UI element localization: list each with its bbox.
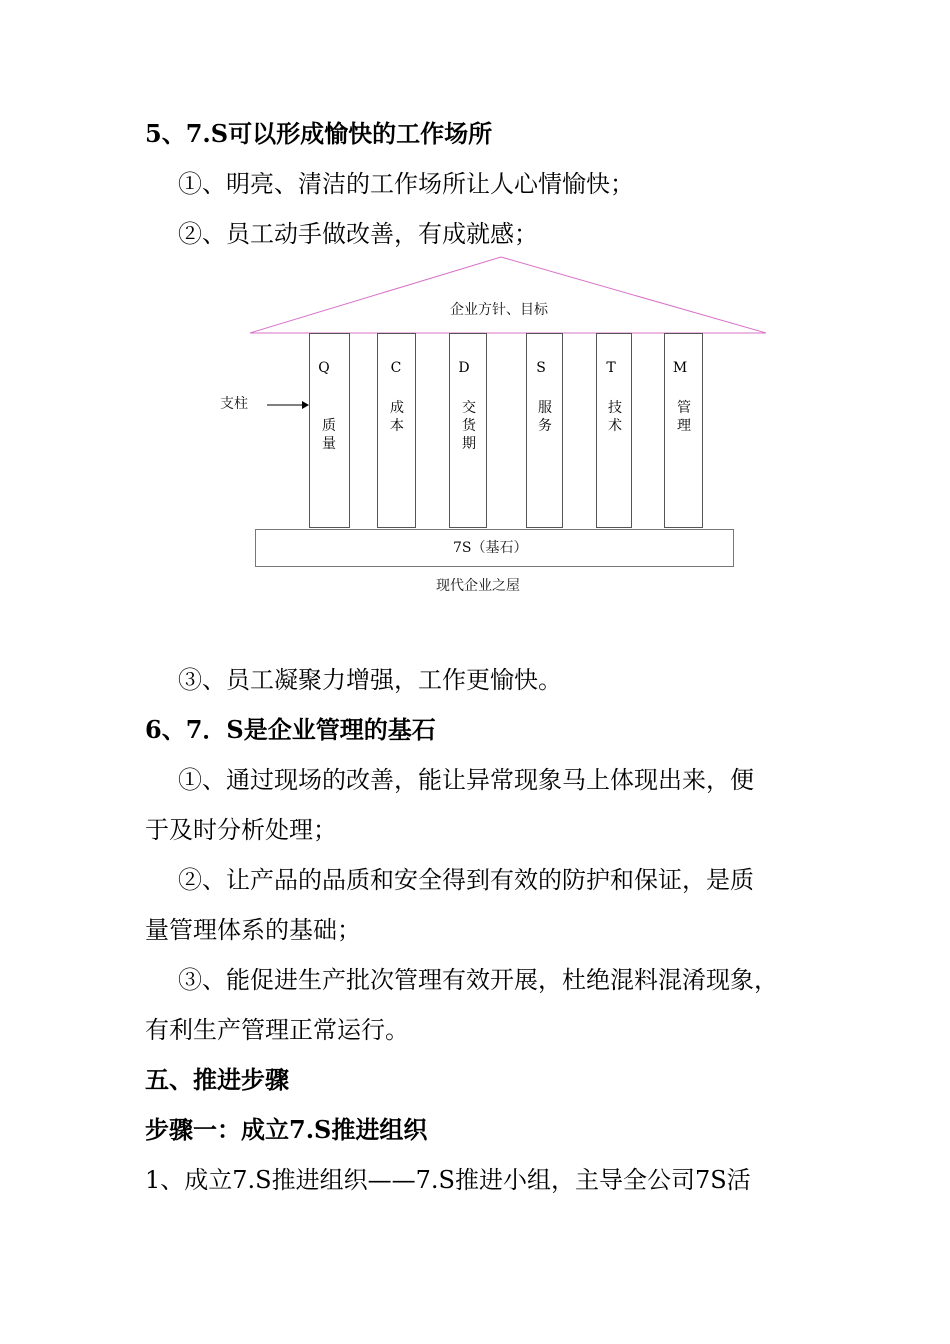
section-5-item-1: ①、明亮、清洁的工作场所让人心情愉快； <box>178 170 634 198</box>
roof-triangle <box>250 257 766 333</box>
section-6-item-1-line-2: 于及时分析处理； <box>145 816 337 844</box>
pillar-name: 技 术 <box>608 400 622 434</box>
modern-enterprise-house-diagram <box>0 0 950 620</box>
roof-label: 企业方针、目标 <box>450 302 548 318</box>
section-5-item-3: ③、员工凝聚力增强，工作更愉快。 <box>178 666 562 694</box>
pillar-letter: M <box>672 360 688 376</box>
section-6-number: 6、 <box>145 715 186 744</box>
pillar-name: 质 量 <box>322 418 336 452</box>
section-5-number: 5、 <box>145 119 186 148</box>
section-6-item-2-line-1: ②、让产品的品质和安全得到有效的防护和保证，是质 <box>178 866 754 894</box>
foundation-base <box>255 529 734 567</box>
pillar-name: 成 本 <box>390 400 404 434</box>
support-arrow-head <box>302 401 309 409</box>
section-5-item-2: ②、员工动手做改善，有成就感； <box>178 220 538 248</box>
pillar-letter: T <box>606 360 616 376</box>
section-6-item-2-line-2: 量管理体系的基础； <box>145 916 361 944</box>
base-label: 7S（基石） <box>453 540 528 556</box>
section-6-item-3-line-1: ③、能促进生产批次管理有效开展，杜绝混料混淆现象， <box>178 966 778 994</box>
support-label: 支柱 <box>220 396 248 412</box>
section-6-heading <box>145 714 436 746</box>
section-6-item-1-line-1: ①、通过现场的改善，能让异常现象马上体现出来，便 <box>178 766 754 794</box>
step-1-item-1: 1、成立7.S推进组织——7.S推进小组，主导全公司7S活 <box>145 1166 751 1194</box>
diagram-caption: 现代企业之屋 <box>436 578 520 594</box>
pillar-name: 交 货 期 <box>462 400 476 452</box>
pillar-letter: S <box>536 360 546 376</box>
pillar-letter: Q <box>318 360 330 376</box>
pillar-letter: D <box>458 360 470 376</box>
pillar-name: 服 务 <box>538 400 552 434</box>
section-5-title: 7.S可以形成愉快的工作场所 <box>185 119 493 148</box>
pillar-letter: C <box>390 360 402 376</box>
pillar-name: 管 理 <box>677 400 691 434</box>
step-1-heading: 步骤一：成立7.S推进组织 <box>145 1115 428 1144</box>
section-6-title: 7．S是企业管理的基石 <box>185 715 436 744</box>
section-6-item-3-line-2: 有利生产管理正常运行。 <box>145 1016 409 1044</box>
section-five-heading: 五、推进步骤 <box>145 1065 289 1094</box>
